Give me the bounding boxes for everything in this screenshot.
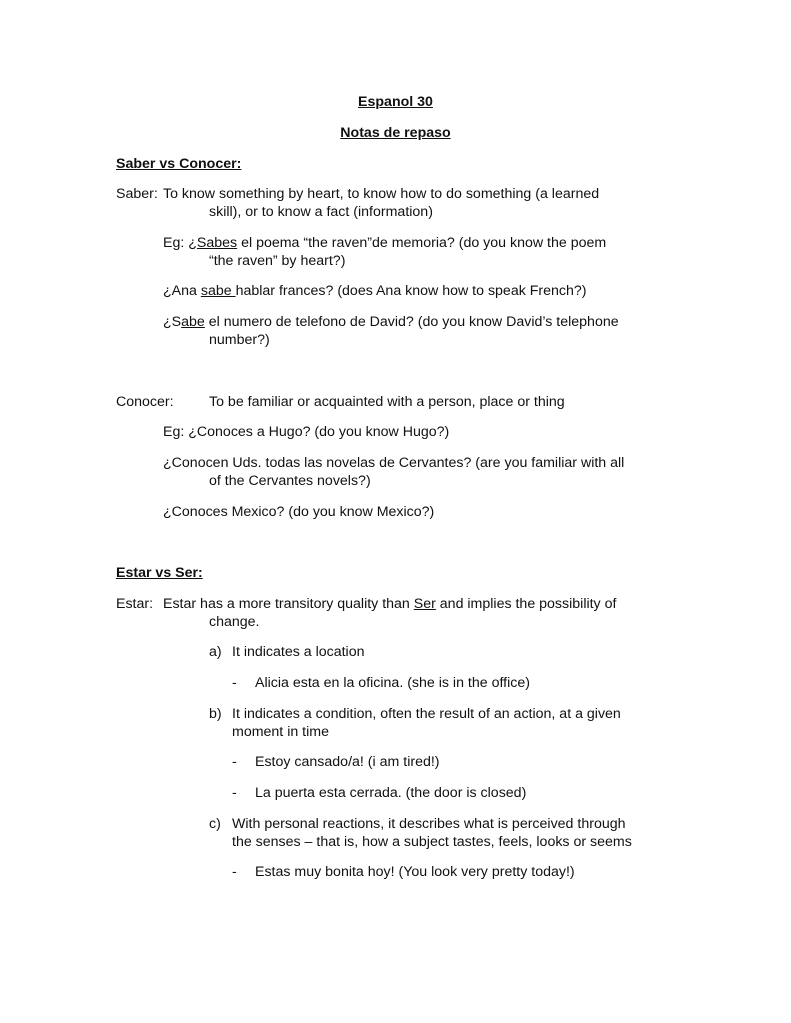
- estar-use-b-line1: It indicates a condition, often the result of an action, at a given: [232, 706, 621, 722]
- saber-example-1-verb: Sabes: [196, 235, 238, 251]
- estar-use-b-line2: moment in time: [232, 724, 329, 740]
- saber-example-2-rest: hablar frances? (does Ana know how to speak French?): [235, 283, 587, 299]
- conocer-example-3: ¿Conoces Mexico? (do you know Mexico?): [163, 504, 435, 520]
- saber-example-2-prefix: ¿Ana: [163, 283, 201, 299]
- saber-example-3-verb: abe: [181, 314, 205, 330]
- saber-example-1-rest: el poema “the raven”de memoria? (do you know the poem: [237, 235, 607, 251]
- estar-definition-prefix: Estar has a more transitory quality than: [163, 596, 414, 612]
- conocer-example-2-line2: of the Cervantes novels?): [209, 473, 371, 489]
- estar-definition-ser: Ser: [413, 596, 436, 612]
- saber-example-2: [163, 282, 587, 300]
- estar-use-c-line2: the senses – that is, how a subject tastes, feels, looks or seems: [232, 834, 632, 850]
- dash-bullet: -: [232, 675, 237, 691]
- saber-example-3: [163, 313, 619, 331]
- dash-bullet: -: [232, 785, 237, 801]
- saber-example-1-line2: “the raven” by heart?): [209, 253, 346, 269]
- estar-label: Estar:: [116, 596, 154, 612]
- estar-use-a-example: Alicia esta en la oficina. (she is in the office): [255, 675, 530, 691]
- estar-definition-rest: and implies the possibility of: [435, 596, 617, 612]
- saber-example-1-prefix: Eg: ¿: [163, 235, 197, 251]
- saber-example-3-prefix: ¿S: [163, 314, 182, 330]
- document-title: Espanol 30: [358, 94, 433, 110]
- conocer-example-2: ¿Conocen Uds. todas las novelas de Cervantes? (are you familiar with all: [163, 455, 625, 471]
- saber-definition-line1: To know something by heart, to know how to do something (a learned: [163, 186, 600, 202]
- estar-definition-line1: [163, 595, 616, 613]
- document-subtitle: Notas de repaso: [340, 125, 451, 141]
- estar-use-c-line1: With personal reactions, it describes what is perceived through: [232, 816, 626, 832]
- saber-example-3-line2: number?): [209, 332, 270, 348]
- saber-definition-line2: skill), or to know a fact (information): [209, 204, 433, 220]
- conocer-definition: To be familiar or acquainted with a person, place or thing: [209, 394, 565, 410]
- section-heading-estar-ser: Estar vs Ser:: [116, 565, 203, 581]
- dash-bullet: -: [232, 754, 237, 770]
- saber-example-3-rest: el numero de telefono de David? (do you know David’s telephone: [204, 314, 619, 330]
- estar-use-b-example-1: Estoy cansado/a! (i am tired!): [255, 754, 440, 770]
- section-heading-saber-conocer: Saber vs Conocer:: [116, 156, 242, 172]
- estar-use-a: It indicates a location: [232, 644, 365, 660]
- dash-bullet: -: [232, 864, 237, 880]
- saber-label: Saber:: [116, 186, 158, 202]
- conocer-example-1: Eg: ¿Conoces a Hugo? (do you know Hugo?): [163, 424, 450, 440]
- estar-use-c-example: Estas muy bonita hoy! (You look very pretty today!): [255, 864, 575, 880]
- conocer-label: Conocer:: [116, 394, 174, 410]
- estar-use-b-example-2: La puerta esta cerrada. (the door is closed): [255, 785, 527, 801]
- list-marker-c: c): [209, 816, 221, 832]
- saber-example-2-verb: sabe: [200, 283, 236, 299]
- list-marker-b: b): [209, 706, 222, 722]
- saber-example-1: [163, 234, 606, 252]
- list-marker-a: a): [209, 644, 222, 660]
- estar-definition-line2: change.: [209, 614, 260, 630]
